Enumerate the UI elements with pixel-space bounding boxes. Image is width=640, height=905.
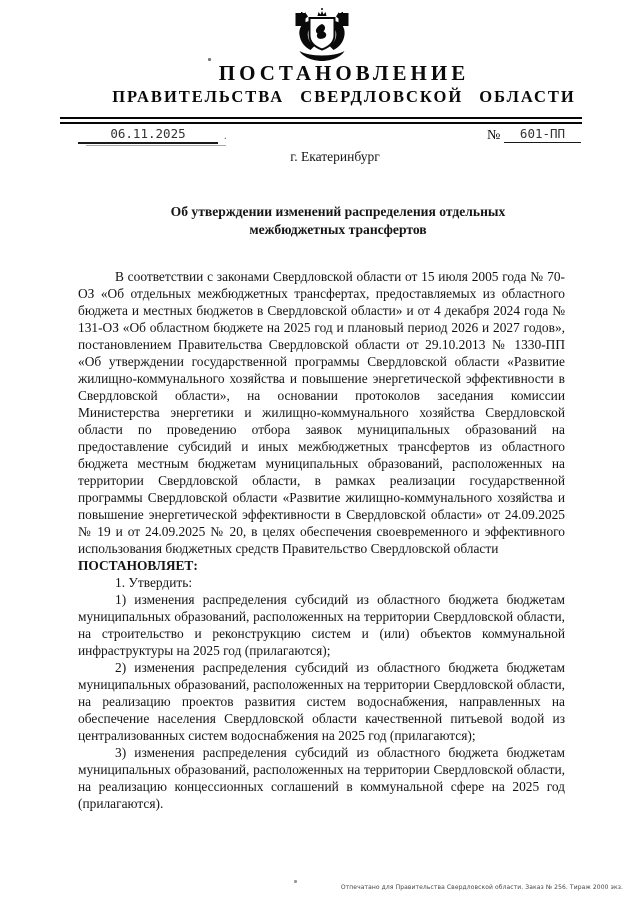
clause-1: 1. Утвердить:: [115, 575, 193, 590]
scan-artifact-dot: [294, 880, 297, 883]
issuing-authority-title: ПРАВИТЕЛЬСТВА СВЕРДЛОВСКОЙ ОБЛАСТИ: [112, 87, 576, 106]
number-field: 601-ПП: [504, 126, 581, 143]
scan-artifact-mark: .: [224, 131, 227, 142]
subclause-1: 1) изменения распределения субсидий из областного бюджета бюджетам муниципальных образований, расположенных на территории Свердловской области, на строительство и реконструкцию систем и (или) объектов коммунальной инфраструктуры на 2025 год (прилагаются);: [78, 592, 565, 658]
subclause-2: 2) изменения распределения субсидий из областного бюджета бюджетам муниципальных образований, расположенных на территории Свердловской области, на реализацию проектов развития систем водоснабжения, направленных на обеспечение населения Свердловской области качественной питьевой водой из централизованных систем водоснабжения на 2025 год (прилагаются);: [78, 660, 565, 743]
intro-paragraph: В соответствии с законами Свердловской области от 15 июля 2005 года № 70-ОЗ «Об отдельных межбюджетных трансфертах, предоставляемых из областного бюджета и местных бюджетов в Свердловской области» и от 4 декабря 2024 года № 131-ОЗ «Об областном бюджете на 2025 год и плановый период 2026 и 2027 годов», постановлением Правительства Свердловской области от 29.10.2013 № 1330-ПП «Об утверждении государственной программы Свердловской области «Развитие жилищно-коммунального хозяйства и повышение энергетической эффективности в Свердловской области», на основании протоколов заседания комиссии Министерства энергетики и жилищно-коммунального хозяйства Свердловской области по проведению отбора заявок муниципальных образований на предоставление субсидий и иных межбюджетных трансфертов из областного бюджета местным бюджетам муниципальных образований, расположенных на территории Свердловской области, в рамках реализации государственной программы Свердловской области «Развитие жилищно-коммунального хозяйства и повышение энергетической эффективности в Свердловской области» от 24.09.2025 № 19 и от 24.09.2025 № 20, в целях обеспечения своевременного и эффективного использования бюджетных средств Правительство Свердловской области: [78, 269, 565, 556]
scan-artifact-dot: [208, 58, 211, 61]
number-sign: №: [487, 128, 501, 143]
subject-title: [36, 203, 640, 239]
subclause-3: 3) изменения распределения субсидий из областного бюджета бюджетам муниципальных образований, расположенных на территории Свердловской области, на реализацию концессионных соглашений в коммунальной сфере на 2025 год (прилагаются).: [78, 745, 565, 811]
coat-of-arms-icon: [278, 7, 366, 63]
city-line: г. Екатеринбург: [290, 149, 380, 164]
document-type-title: ПОСТАНОВЛЕНИЕ: [218, 61, 470, 85]
resolves-heading: ПОСТАНОВЛЯЕТ:: [78, 558, 198, 573]
print-imprint-line: Отпечатано для Правительства Свердловской области. Заказ № 256. Тираж 2000 экз.: [340, 884, 623, 891]
subject-title-text: Об утверждении изменений распределения отдельных межбюджетных трансфертов: [170, 204, 506, 237]
date-field: 06.11.2025: [78, 126, 218, 144]
document-body: [78, 268, 565, 812]
header-rule: [60, 117, 582, 124]
